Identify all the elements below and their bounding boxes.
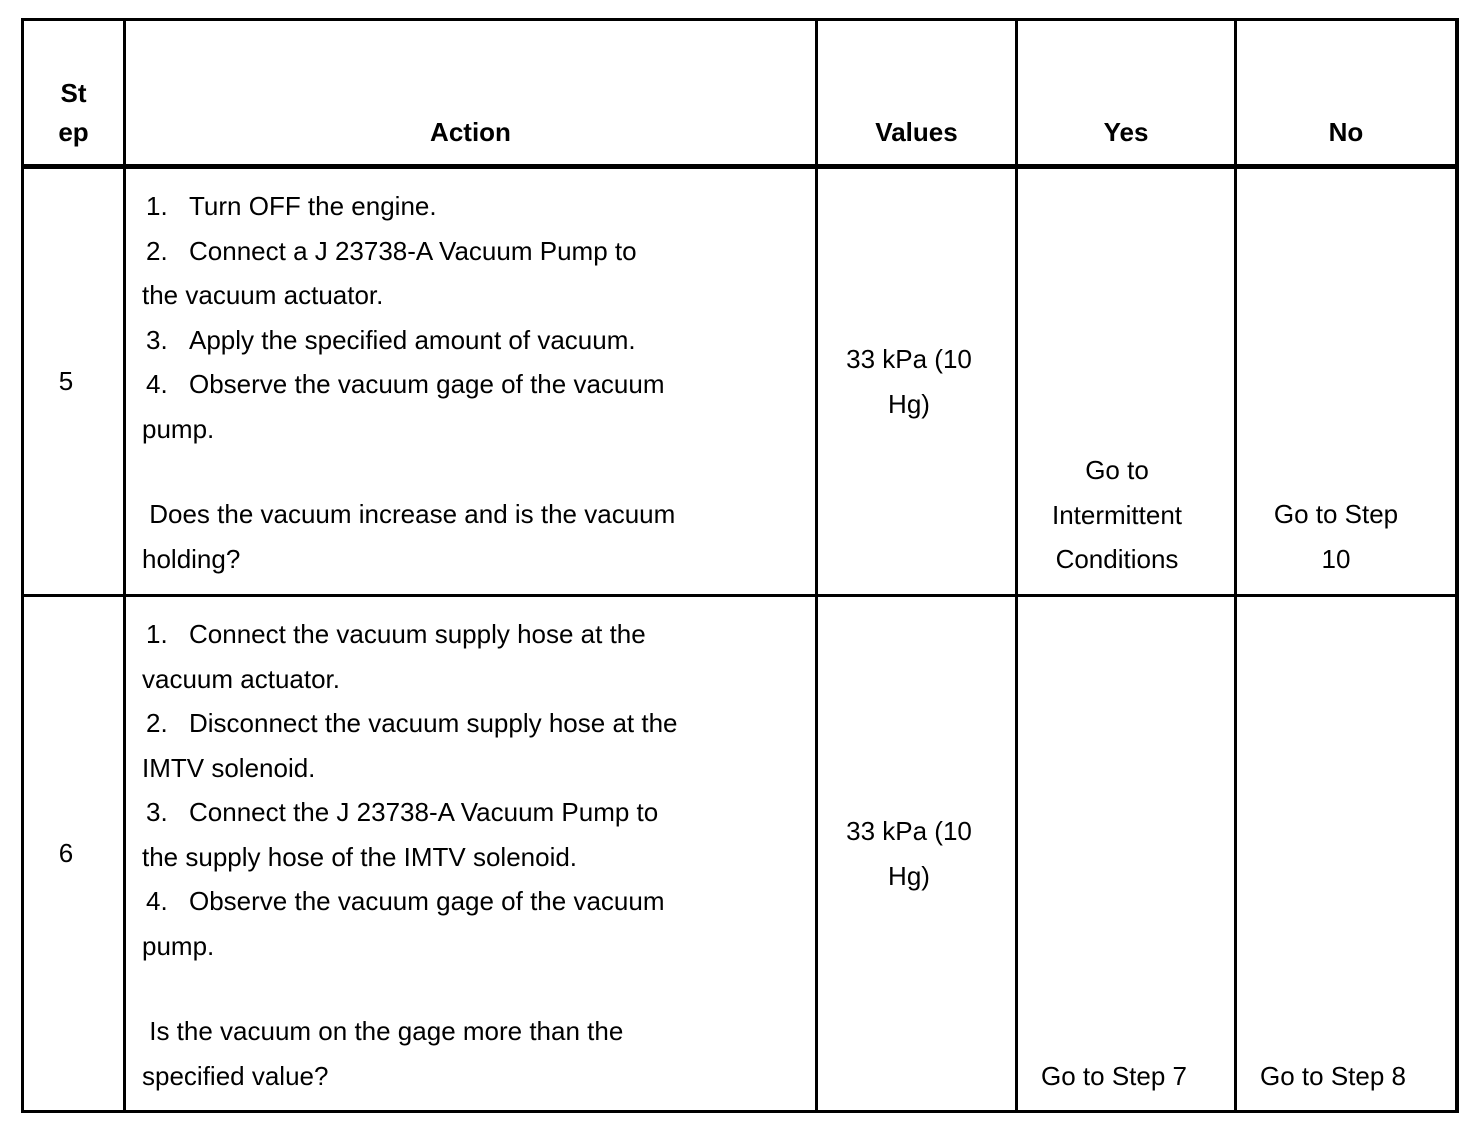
value-cell-step-5: 33 kPa (10 Hg)	[846, 344, 972, 419]
action-line: 3. Apply the specified amount of vacuum.	[146, 324, 636, 355]
action-line: 3. Connect the J 23738-A Vacuum Pump to	[146, 797, 659, 827]
header-yes: Yes	[1103, 117, 1149, 147]
value-cell-step-6: 33 kPa (10 Hg)	[846, 816, 972, 891]
action-cell-step-6	[142, 612, 678, 1098]
action-line: 1. Turn OFF the engine.	[146, 191, 437, 221]
header-step-line-2: ep	[58, 117, 89, 147]
action-question-cont: holding?	[142, 543, 241, 574]
action-line: vacuum actuator.	[142, 663, 340, 694]
action-line: the vacuum actuator.	[142, 280, 384, 310]
header-step	[24, 74, 123, 152]
column-border-step-action	[123, 18, 126, 1113]
action-line: 4. Observe the vacuum gage of the vacuum	[146, 886, 665, 916]
action-line: IMTV solenoid.	[142, 752, 316, 783]
action-cell-step-5	[142, 184, 675, 581]
no-cell-step-6: Go to Step 8	[1260, 1061, 1406, 1091]
table-bottom-border	[21, 1110, 1459, 1113]
header-action: Action	[430, 117, 511, 147]
column-border-right	[1455, 18, 1459, 1113]
step-number-6: 6	[58, 838, 74, 868]
column-border-left	[21, 18, 24, 1113]
header-no: No	[1328, 117, 1364, 147]
action-line: pump.	[142, 413, 215, 444]
row-divider	[21, 594, 1459, 597]
action-question: Does the vacuum increase and is the vacuum	[142, 499, 676, 529]
action-line: 1. Connect the vacuum supply hose at the	[146, 619, 646, 649]
header-values: Values	[875, 117, 958, 147]
table-top-border	[21, 18, 1459, 21]
action-line: 2. Disconnect the vacuum supply hose at the	[146, 708, 678, 738]
action-line: the supply hose of the IMTV solenoid.	[142, 841, 578, 872]
no-cell-step-5: Go to Step 10	[1273, 499, 1399, 574]
yes-cell-step-5: Go to Intermittent Conditions	[1051, 455, 1183, 574]
action-line: pump.	[142, 930, 215, 961]
action-question-cont: specified value?	[142, 1060, 329, 1091]
step-number-5: 5	[58, 366, 74, 396]
action-line: 2. Connect a J 23738-A Vacuum Pump to	[146, 235, 637, 266]
yes-cell-step-6: Go to Step 7	[1041, 1061, 1187, 1091]
header-step-line-1: St	[60, 78, 87, 108]
header-bottom-border	[21, 164, 1459, 169]
action-question: Is the vacuum on the gage more than the	[142, 1016, 624, 1046]
action-line: 4. Observe the vacuum gage of the vacuum	[146, 369, 665, 399]
column-border-action-values	[815, 18, 818, 1113]
